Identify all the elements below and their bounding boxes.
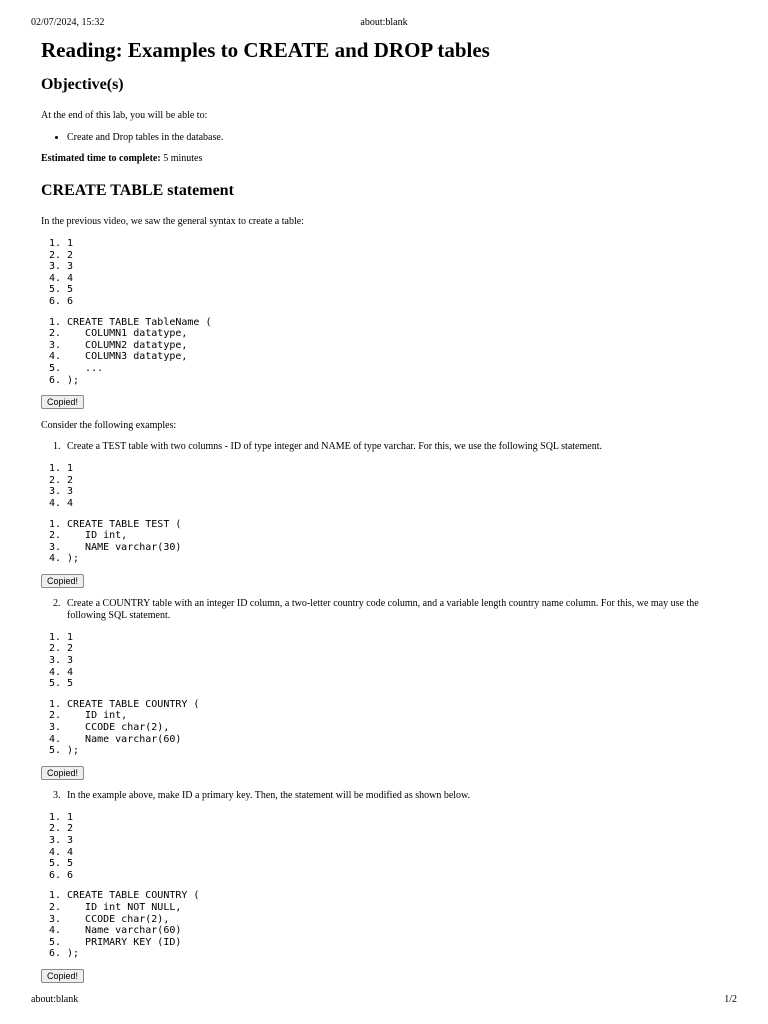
- code-line: 5. ...: [67, 363, 731, 375]
- code-line-number: 6. 6: [67, 296, 731, 308]
- code-line: 6. );: [67, 948, 731, 960]
- example-step: [41, 790, 731, 802]
- copy-code-button[interactable]: Copied!: [41, 766, 84, 780]
- code-line: 5. );: [67, 745, 731, 757]
- code-line: 2. ID int NOT NULL,: [67, 902, 731, 914]
- code-line-number: 5. 5: [67, 284, 731, 296]
- code-line-number: 5. 5: [67, 858, 731, 870]
- code-line-number: 1. 1: [67, 238, 731, 250]
- print-date: 02/07/2024, 15:32: [31, 17, 105, 28]
- page-title: Reading: Examples to CREATE and DROP tables: [41, 38, 490, 62]
- code-line-number: 2. 2: [67, 823, 731, 835]
- code-block: [41, 317, 731, 387]
- estimated-time-value: 5 minutes: [160, 153, 203, 164]
- code-line-numbers: [41, 238, 731, 308]
- code-line: 3. COLUMN2 datatype,: [67, 340, 731, 352]
- code-line-numbers: [41, 463, 731, 509]
- code-line-numbers: [41, 812, 731, 882]
- code-line: 3. NAME varchar(30): [67, 542, 731, 554]
- page-content: [41, 37, 731, 984]
- print-url: about:blank: [360, 17, 408, 28]
- example-text: In the example above, make ID a primary key. Then, the statement will be modified as shown below.: [67, 789, 471, 801]
- code-line-number: 1. 1: [67, 632, 731, 644]
- estimated-time: [41, 152, 731, 165]
- code-line: 4. Name varchar(60): [67, 734, 731, 746]
- objective-intro: At the end of this lab, you will be able to:: [41, 110, 208, 121]
- code-line-number: 5. 5: [67, 678, 731, 690]
- code-block: [41, 890, 731, 960]
- code-line-number: 2. 2: [67, 250, 731, 262]
- print-footer: [31, 994, 737, 1008]
- objective-item: • Create and Drop tables in the database.: [67, 131, 731, 144]
- code-line: 1. CREATE TABLE TEST (: [67, 519, 731, 531]
- print-header: [31, 17, 737, 31]
- code-line: 3. CCODE char(2),: [67, 722, 731, 734]
- code-line: 4. COLUMN3 datatype,: [67, 351, 731, 363]
- code-block: [41, 519, 731, 565]
- estimated-time-label: Estimated time to complete:: [41, 153, 161, 164]
- code-line-number: 4. 4: [67, 847, 731, 859]
- code-line-number: 6. 6: [67, 870, 731, 882]
- code-line-number: 2. 2: [67, 643, 731, 655]
- code-line: 4. Name varchar(60): [67, 925, 731, 937]
- code-line-number: 4. 4: [67, 273, 731, 285]
- code-line: 2. COLUMN1 datatype,: [67, 328, 731, 340]
- create-table-intro: In the previous video, we saw the general syntax to create a table:: [41, 216, 304, 227]
- code-line-number: 2. 2: [67, 475, 731, 487]
- code-line: 5. PRIMARY KEY (ID): [67, 937, 731, 949]
- example-number: 1.: [53, 441, 61, 453]
- code-line: 4. );: [67, 553, 731, 565]
- copy-code-button[interactable]: Copied!: [41, 395, 84, 409]
- code-block: [41, 699, 731, 757]
- code-line-number: 1. 1: [67, 463, 731, 475]
- code-line-number: 4. 4: [67, 667, 731, 679]
- example-step: [41, 441, 731, 453]
- code-line: 1. CREATE TABLE COUNTRY (: [67, 890, 731, 902]
- code-line-number: 1. 1: [67, 812, 731, 824]
- code-line: 1. CREATE TABLE TableName (: [67, 317, 731, 329]
- footer-url: about:blank: [31, 994, 79, 1005]
- consider-text: Consider the following examples:: [41, 420, 177, 432]
- code-line: 2. ID int,: [67, 530, 731, 542]
- code-line: 6. );: [67, 375, 731, 387]
- code-line-number: 3. 3: [67, 261, 731, 273]
- example-step: [41, 598, 731, 622]
- example-number: 3.: [53, 789, 61, 801]
- code-line: 1. CREATE TABLE COUNTRY (: [67, 699, 731, 711]
- copy-code-button[interactable]: Copied!: [41, 574, 84, 588]
- example-text: Create a TEST table with two columns - ID of type integer and NAME of type varchar. For this, we use the following SQL statement.: [67, 441, 602, 453]
- copy-code-button[interactable]: Copied!: [41, 969, 84, 983]
- page-number: 1/2: [724, 994, 737, 1005]
- code-line-numbers: [41, 632, 731, 690]
- create-table-heading: CREATE TABLE statement: [41, 182, 234, 199]
- code-line: 3. CCODE char(2),: [67, 914, 731, 926]
- code-line-number: 3. 3: [67, 655, 731, 667]
- code-line: 2. ID int,: [67, 710, 731, 722]
- code-line-number: 3. 3: [67, 486, 731, 498]
- code-line-number: 3. 3: [67, 835, 731, 847]
- example-number: 2.: [53, 597, 61, 609]
- objective-list: [41, 131, 731, 144]
- example-text: Create a COUNTRY table with an integer ID column, a two-letter country code column, and a variable length country name column. For this, we may use the following SQL statement.: [67, 597, 699, 621]
- code-line-number: 4. 4: [67, 498, 731, 510]
- objective-heading: Objective(s): [41, 76, 124, 93]
